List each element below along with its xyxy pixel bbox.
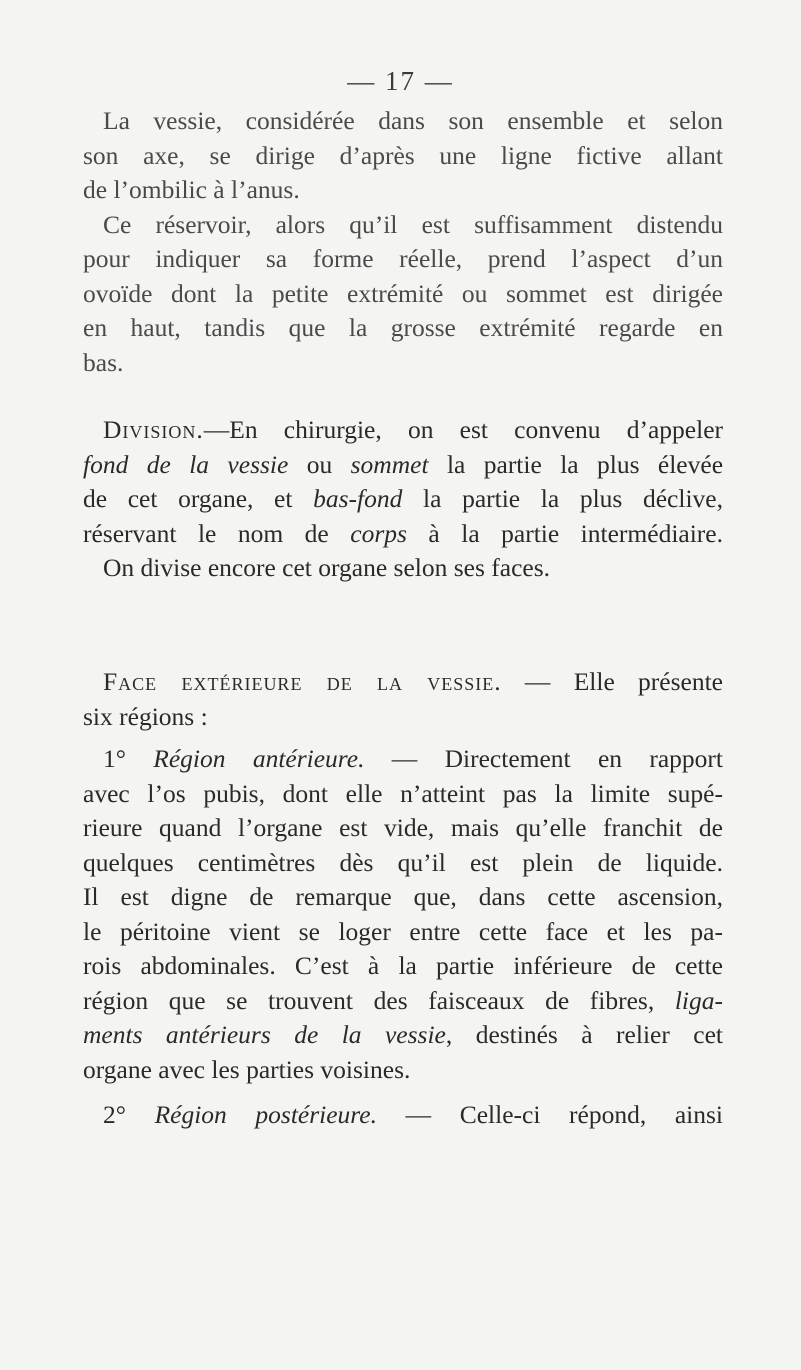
text-line: de l’ombilic à l’anus.: [83, 175, 300, 204]
italic-heading: Région postérieure.: [154, 1100, 377, 1129]
text-line: Il est digne de remarque que, dans cette ascension,: [83, 882, 723, 911]
page-number: — 17 —: [347, 66, 454, 96]
text-run: ou: [288, 449, 351, 479]
paragraph-posterior-region: [83, 1098, 723, 1133]
italic-term: ments antérieurs de la vessie: [83, 1020, 446, 1049]
italic-term: bas-fond: [313, 484, 403, 513]
text-line: On divise encore cet organe selon ses faces.: [103, 553, 551, 582]
section-heading-exterior-face: Face extérieure de la vessie.: [103, 667, 502, 696]
text-run: , destinés à relier cet: [445, 1020, 723, 1049]
text-run: — Directement en rapport: [364, 744, 723, 773]
paragraph-anterior-region: [83, 742, 723, 1087]
text-line: bas.: [83, 347, 124, 377]
text-run: — Celle-ci répond, ainsi: [376, 1100, 723, 1129]
text-line: [83, 482, 723, 517]
text-line: [83, 742, 723, 777]
text-line: [83, 517, 723, 552]
text-line: ovoïde dont la petite extrémité ou sommet est dirigée: [83, 278, 723, 308]
text-line: [83, 448, 723, 483]
text-line: pour indiquer sa forme réelle, prend l’aspect d’un: [83, 244, 723, 273]
item-number: 2°: [103, 1100, 155, 1129]
text-run: région que se trouvent des faisceaux de fibres,: [83, 985, 675, 1015]
section-heading-division: Division.: [103, 415, 204, 444]
text-line: [83, 1018, 723, 1053]
text-run: de cet organe, et: [83, 484, 314, 513]
text-run: —En chirurgie, on est convenu d’appeler: [203, 415, 723, 444]
text-line: [83, 413, 723, 448]
paragraph-bladder-axis: [83, 104, 723, 380]
italic-term: liga-: [674, 985, 723, 1015]
text-line: Ce réservoir, alors qu’il est suffisamment distendu: [103, 209, 723, 239]
text-line: [83, 665, 723, 700]
italic-term: corps: [350, 518, 407, 548]
text-line: six régions :: [83, 701, 208, 731]
text-line: quelques centimètres dès qu’il est plein de liquide.: [83, 847, 723, 877]
text-run: à la partie intermédiaire.: [406, 518, 723, 548]
text-run: la partie la plus déclive,: [402, 484, 723, 513]
text-run: — Elle présente: [501, 667, 723, 696]
paragraph-division: [83, 413, 723, 586]
italic-heading: Région antérieure.: [153, 744, 365, 773]
text-line: [83, 984, 723, 1019]
text-line: son axe, se dirige d’après une ligne fictive allant: [83, 140, 723, 170]
text-line: le péritoine vient se loger entre cette face et les pa-: [83, 916, 723, 946]
text-line: organe avec les parties voisines.: [83, 1054, 411, 1084]
text-run: réservant le nom de: [83, 518, 351, 548]
text-line: en haut, tandis que la grosse extrémité regarde en: [83, 313, 723, 342]
text-line: [83, 1098, 723, 1133]
italic-term: sommet: [350, 449, 429, 479]
text-line: rieure quand l’organe est vide, mais qu’elle franchit de: [83, 813, 723, 842]
item-number: 1°: [103, 744, 154, 773]
text-line: La vessie, considérée dans son ensemble et selon: [103, 106, 723, 135]
text-line: avec l’os pubis, dont elle n’atteint pas la limite supé-: [83, 778, 723, 808]
text-run: la partie la plus élevée: [428, 449, 724, 479]
italic-term: fond de la vessie: [83, 449, 289, 479]
paragraph-exterior-face: [83, 665, 723, 734]
text-line: rois abdominales. C’est à la partie inférieure de cette: [83, 951, 723, 980]
